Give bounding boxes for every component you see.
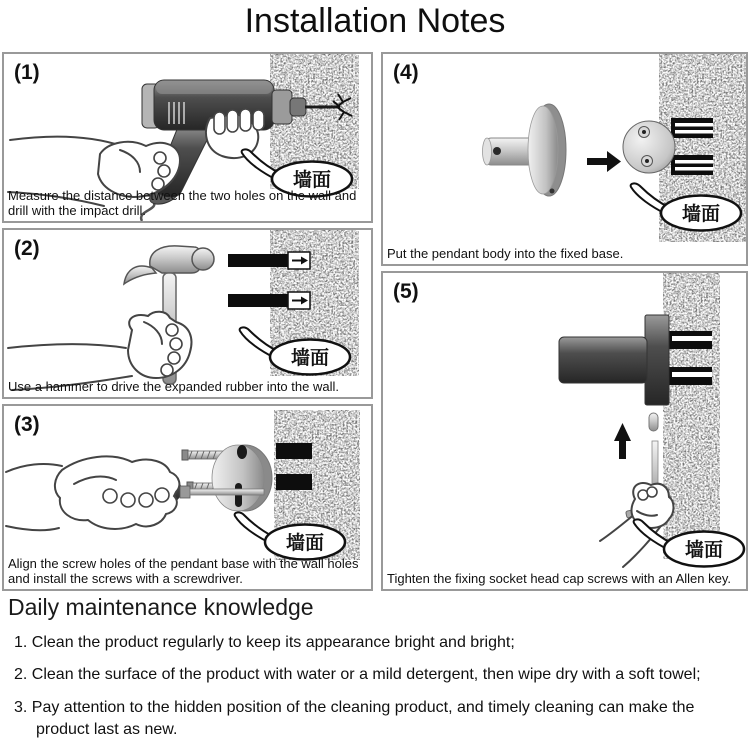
wall-label: 墙面 — [285, 532, 325, 554]
expansion-anchor — [228, 252, 310, 269]
step-caption: Align the screw holes of the pendant base with the wall holes and install the screws with a screwdriver. — [8, 556, 359, 587]
wall-label-bubble — [627, 181, 745, 233]
expansion-anchor — [228, 292, 310, 309]
step-number: (2) — [14, 237, 40, 260]
page-title: Installation Notes — [244, 2, 506, 40]
mounting-plate — [645, 315, 669, 405]
step-caption: Use a hammer to drive the expanded rubber into the wall. — [8, 379, 339, 395]
screw-hole — [237, 445, 247, 459]
pendant-body — [559, 337, 647, 383]
drill-chuck — [272, 90, 292, 124]
wall-hole — [276, 443, 312, 459]
set-screw-hole — [493, 147, 501, 155]
pendant-disc — [528, 106, 558, 194]
wall-label: 墙面 — [684, 539, 724, 561]
step-number: (4) — [393, 61, 419, 84]
step-5-panel — [381, 271, 748, 591]
wall-anchor — [668, 331, 712, 349]
step-2-panel — [2, 228, 373, 399]
wall-label: 墙面 — [681, 203, 721, 225]
screwdriver-shaft — [190, 489, 264, 495]
hammer-face — [192, 248, 214, 270]
step-number: (1) — [14, 61, 40, 84]
wall-label-bubble — [236, 325, 354, 377]
maintenance-section — [8, 594, 746, 750]
step-3-panel — [2, 404, 373, 591]
maintenance-item-1: 1. Clean the product regularly to keep its appearance bright and bright; — [14, 634, 515, 651]
step-1-panel — [2, 52, 373, 223]
wall-label-bubble — [630, 517, 748, 569]
wall-anchor — [671, 155, 713, 175]
step-4-panel — [381, 52, 748, 266]
step-number: (5) — [393, 280, 419, 303]
wall-anchor — [671, 118, 713, 138]
maintenance-item-2: 2. Clean the surface of the product with water or a mild detergent, then wipe dry with a soft towel; — [14, 666, 701, 684]
wall-hole — [276, 474, 312, 490]
step-caption: Put the pendant body into the fixed base. — [387, 246, 624, 262]
step-number: (3) — [14, 413, 40, 436]
maintenance-item-3: 3. Pay attention to the hidden position of the cleaning product, and timely cleaning can make the product last as new. — [14, 698, 695, 739]
wall-label: 墙面 — [290, 347, 330, 369]
wall-anchor — [668, 367, 712, 385]
step-caption: Measure the distance between the two holes on the wall and drill with the impact drill. — [8, 188, 357, 219]
right-arrow-icon — [587, 151, 621, 172]
wall-label: 墙面 — [292, 169, 332, 191]
wall-label-bubble — [231, 510, 349, 562]
hammer-claw — [124, 266, 156, 284]
wall-crack — [333, 94, 352, 120]
step-caption: Tighten the fixing socket head cap screws with an Allen key. — [387, 571, 731, 587]
maintenance-heading: Daily maintenance knowledge — [8, 594, 314, 620]
cap-screw — [649, 413, 658, 431]
up-arrow-icon — [614, 423, 631, 459]
